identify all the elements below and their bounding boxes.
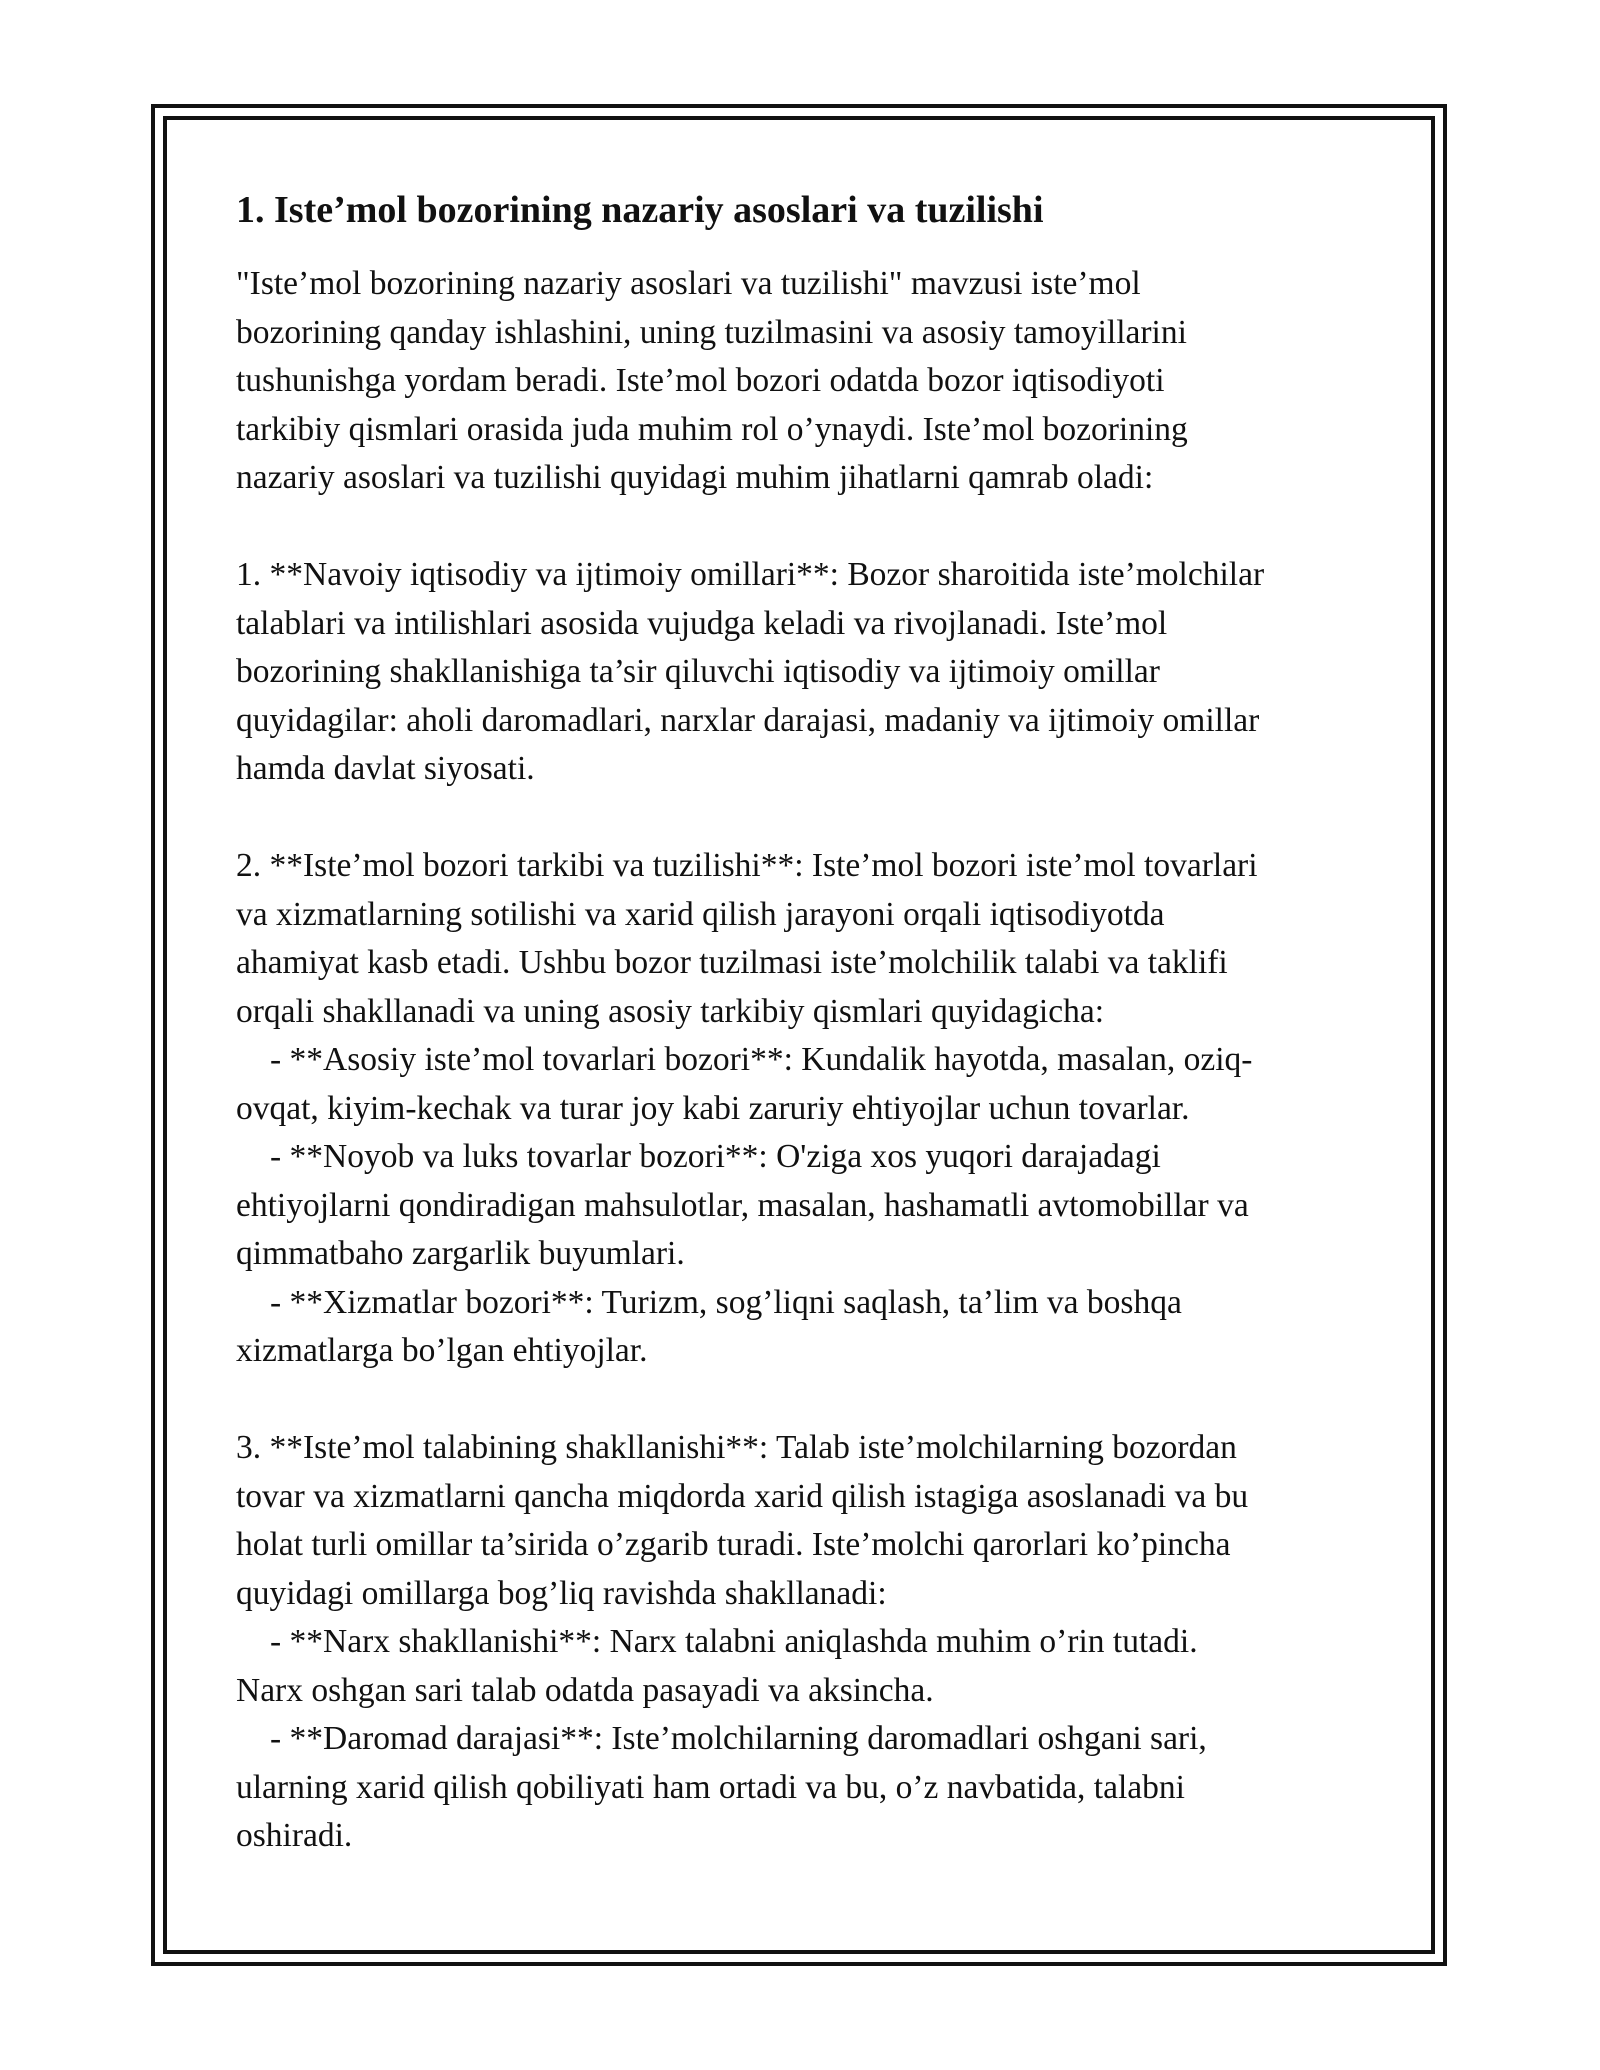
bullet-item-luxury-goods	[236, 1133, 1366, 1279]
text-line: ahamiyat kasb etadi. Ushbu bozor tuzilmasi iste’molchilik talabi va taklifi	[236, 944, 1228, 981]
text-line: nazariy asoslari va tuzilishi quyidagi muhim jihatlarni qamrab oladi:	[236, 459, 1154, 496]
text-line: oshiradi.	[236, 1817, 353, 1854]
bullet-item-basic-goods	[236, 1036, 1366, 1133]
section-1-paragraph	[236, 551, 1366, 794]
text-line: tushunishga yordam beradi. Iste’mol bozori odatda bozor iqtisodiyoti	[236, 362, 1165, 399]
text-line: bozorining qanday ishlashini, uning tuzilmasini va asosiy tamoyillarini	[236, 313, 1187, 351]
text-line: qimmatbaho zargarlik buyumlari.	[236, 1235, 685, 1272]
text-line: va xizmatlarning sotilishi va xarid qilish jarayoni orqali iqtisodiyotda	[236, 895, 1165, 933]
text-line: ularning xarid qilish qobiliyati ham ortadi va bu, o’z navbatida, talabni	[236, 1768, 1185, 1806]
paragraph-spacer	[236, 794, 1366, 843]
paragraph-spacer	[236, 1376, 1366, 1425]
bullet-item-services	[236, 1279, 1366, 1376]
bullet-item-income	[236, 1715, 1366, 1861]
section-2-paragraph	[236, 842, 1366, 1376]
text-line: ehtiyojlarni qondiradigan mahsulotlar, masalan, hashamatli avtomobillar va	[236, 1186, 1249, 1224]
paragraph-spacer	[236, 503, 1366, 552]
text-line: xizmatlarga bo’lgan ehtiyojlar.	[236, 1332, 648, 1369]
text-line: orqali shakllanadi va uning asosiy tarkibiy qismlari quyidagicha:	[236, 992, 1105, 1030]
text-line: hamda davlat siyosati.	[236, 750, 535, 787]
intro-paragraph	[236, 260, 1366, 503]
bullet-item-price	[236, 1618, 1366, 1715]
bullet-line: - **Daromad darajasi**: Iste’molchilarning daromadlari oshgani sari,	[270, 1720, 1207, 1757]
bullet-line: - **Asosiy iste’mol tovarlari bozori**: Kundalik hayotda, masalan, oziq-	[270, 1041, 1253, 1078]
text-line: 1. **Navoiy iqtisodiy va ijtimoiy omillari**: Bozor sharoitida iste’molchilar	[236, 556, 1265, 593]
text-line: bozorining shakllanishiga ta’sir qiluvchi iqtisodiy va ijtimoiy omillar	[236, 653, 1160, 690]
text-line: 2. **Iste’mol bozori tarkibi va tuzilishi**: Iste’mol bozori iste’mol tovarlari	[236, 847, 1258, 884]
text-line: talablari va intilishlari asosida vujudga keladi va rivojlanadi. Iste’mol	[236, 604, 1168, 642]
text-line: tarkibiy qismlari orasida juda muhim rol o’ynaydi. Iste’mol bozorining	[236, 410, 1188, 448]
text-line: quyidagilar: aholi daromadlari, narxlar darajasi, madaniy va ijtimoiy omillar	[236, 701, 1260, 739]
section-heading: 1. Iste’mol bozorining nazariy asoslari va tuzilishi	[236, 189, 1044, 231]
text-line: ovqat, kiyim-kechak va turar joy kabi zaruriy ehtiyojlar uchun tovarlar.	[236, 1089, 1190, 1127]
bullet-line: - **Noyob va luks tovarlar bozori**: O'ziga xos yuqori darajadagi	[270, 1138, 1161, 1175]
text-line: holat turli omillar ta’sirida o’zgarib turadi. Iste’molchi qarorlari ko’pincha	[236, 1526, 1231, 1563]
text-line: "Iste’mol bozorining nazariy asoslari va tuzilishi" mavzusi iste’mol	[236, 265, 1141, 302]
document-body	[236, 186, 1366, 1861]
bullet-line: - **Xizmatlar bozori**: Turizm, sog’liqni saqlash, ta’lim va boshqa	[270, 1283, 1182, 1321]
text-line: Narx oshgan sari talab odatda pasayadi va aksincha.	[236, 1671, 934, 1709]
bullet-line: - **Narx shakllanishi**: Narx talabni aniqlashda muhim o’rin tutadi.	[270, 1623, 1198, 1660]
section-3-paragraph	[236, 1424, 1366, 1861]
text-line: quyidagi omillarga bog’liq ravishda shakllanadi:	[236, 1574, 887, 1612]
text-line: tovar va xizmatlarni qancha miqdorda xarid qilish istagiga asoslanadi va bu	[236, 1477, 1249, 1515]
text-line: 3. **Iste’mol talabining shakllanishi**: Talab iste’molchilarning bozordan	[236, 1429, 1237, 1466]
